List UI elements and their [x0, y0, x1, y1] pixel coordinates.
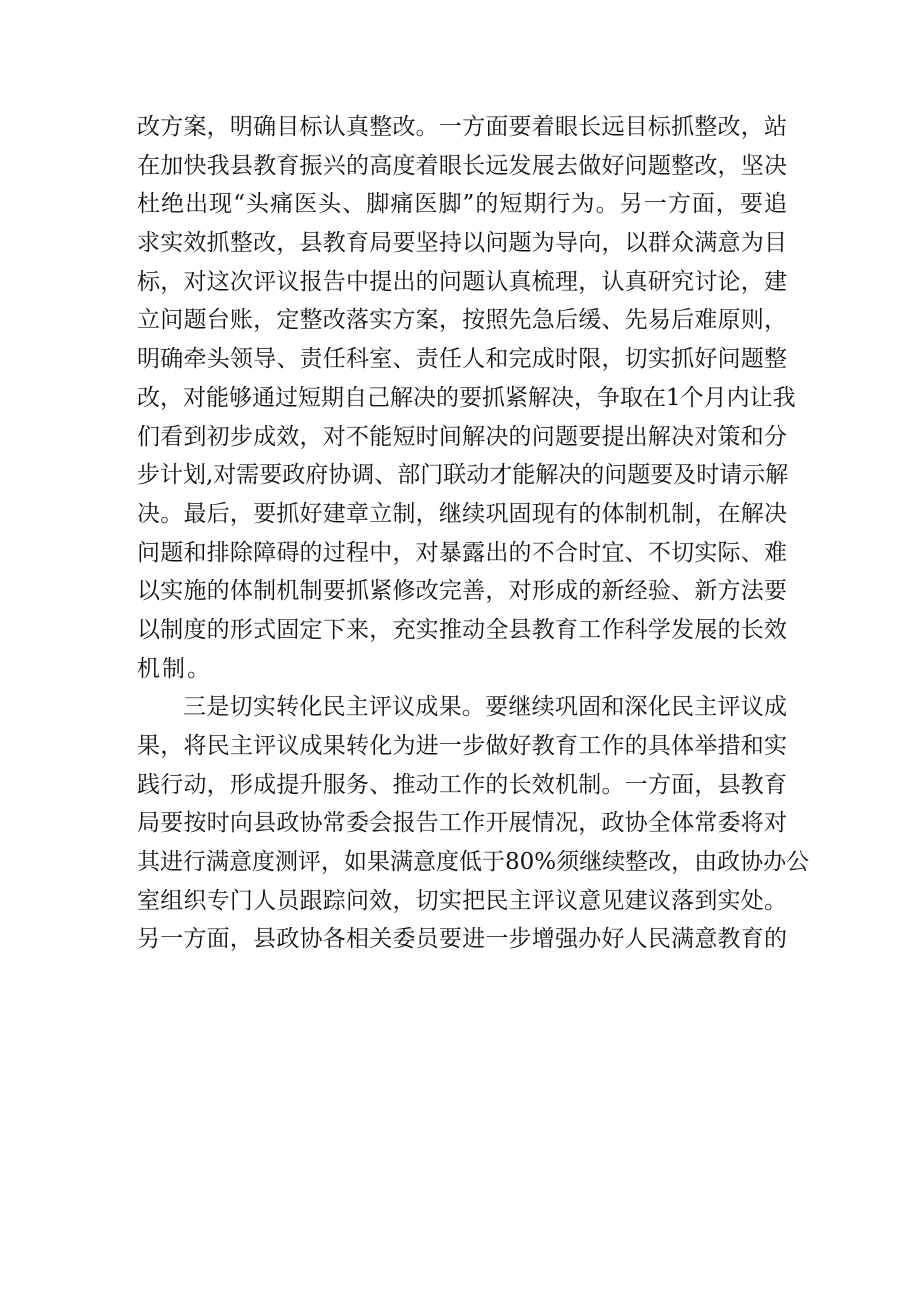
- text-line: 室组织专门人员跟踪问效，切实把民主评议意见建议落到实处。: [137, 887, 787, 914]
- document-body: [137, 108, 810, 959]
- text-line: 局要按时向县政协常委会报告工作开展情况，政协全体常委将对: [137, 810, 787, 837]
- text-line-last: 机制。: [137, 655, 212, 682]
- text-line: 立问题台账，定整改落实方案，按照先急后缓、先易后难原则，: [137, 307, 787, 334]
- text-line: 践行动，形成提升服务、推动工作的长效机制。一方面，县教育: [137, 771, 787, 798]
- text-line: 其进行满意度测评，如果满意度低于80%须继续整改，由政协办公: [137, 849, 810, 876]
- text-line: 在加快我县教育振兴的高度着眼长远发展去做好问题整改，坚决: [137, 152, 787, 179]
- text-line: 以制度的形式固定下来，充实推动全县教育工作科学发展的长效: [137, 616, 787, 643]
- paragraph-2: [137, 688, 810, 959]
- text-line: 杜绝出现“头痛医头、脚痛医脚”的短期行为。另一方面，要追: [137, 191, 787, 218]
- text-line: 改方案，明确目标认真整改。一方面要着眼长远目标抓整改，站: [137, 114, 787, 140]
- text-line: 另一方面，县政协各相关委员要进一步增强办好人民满意教育的: [137, 926, 787, 953]
- text-line: 明确牵头领导、责任科室、责任人和完成时限，切实抓好问题整: [137, 346, 787, 373]
- text-line-first: 三是切实转化民主评议成果。要继续巩固和深化民主评议成: [183, 694, 787, 721]
- text-line: 改，对能够通过短期自己解决的要抓紧解决，争取在1个月内让我: [137, 384, 796, 411]
- text-line: 标，对这次评议报告中提出的问题认真梳理，认真研究讨论，建: [137, 268, 787, 295]
- text-line: 们看到初步成效，对不能短时间解决的问题要提出解决对策和分: [137, 423, 787, 450]
- text-line: 果，将民主评议成果转化为进一步做好教育工作的具体举措和实: [137, 733, 787, 759]
- paragraph-1: [137, 108, 796, 688]
- text-line: 问题和排除障碍的过程中，对暴露出的不合时宜、不切实际、难: [137, 539, 787, 566]
- text-line: 步计划,对需要政府协调、部门联动才能解决的问题要及时请示解: [137, 462, 789, 489]
- text-line: 求实效抓整改，县教育局要坚持以问题为导向，以群众满意为目: [137, 230, 787, 257]
- text-line: 以实施的体制机制要抓紧修改完善，对形成的新经验、新方法要: [137, 578, 787, 605]
- text-line: 决。最后，要抓好建章立制，继续巩固现有的体制机制，在解决: [137, 500, 787, 527]
